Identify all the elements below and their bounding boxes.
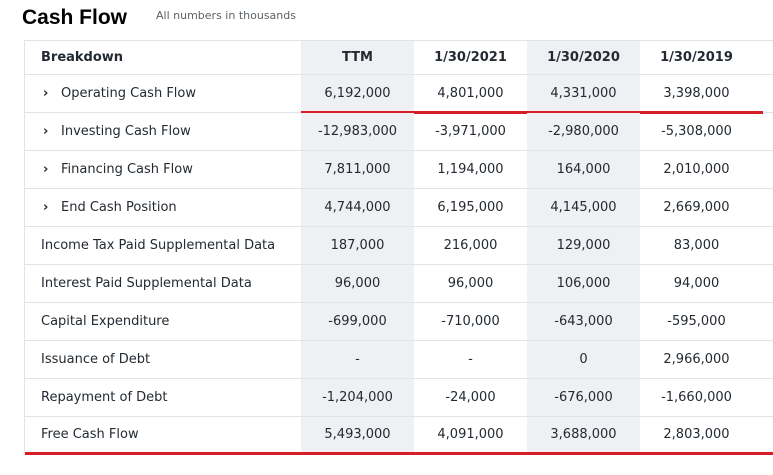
table-cell: 4,801,000: [437, 86, 504, 101]
table-cell: -: [301, 341, 414, 378]
row-label[interactable]: [25, 151, 301, 188]
table-cell: -710,000: [441, 314, 500, 329]
row-label-text: End Cash Position: [61, 200, 177, 215]
row-label[interactable]: [25, 189, 301, 226]
table-row: [25, 341, 773, 379]
column-header-ttm[interactable]: TTM: [301, 41, 414, 74]
table-cell: -24,000: [445, 390, 496, 405]
table-cell: 3,688,000: [527, 417, 640, 452]
column-header-2019[interactable]: 1/30/2019: [660, 50, 733, 65]
row-label: Free Cash Flow: [41, 427, 139, 442]
table-cell: -595,000: [667, 314, 726, 329]
row-label: Issuance of Debt: [41, 352, 151, 367]
table-cell: -1,660,000: [661, 390, 732, 405]
table-row: [25, 303, 773, 341]
table-cell: -: [468, 352, 473, 367]
row-label: Repayment of Debt: [41, 390, 168, 405]
row-label-text: Investing Cash Flow: [61, 124, 191, 139]
table-cell: -2,980,000: [527, 113, 640, 150]
table-cell: 1,194,000: [437, 162, 504, 177]
row-label: Income Tax Paid Supplemental Data: [41, 238, 276, 253]
row-label: Capital Expenditure: [41, 314, 170, 329]
table-cell: -3,971,000: [435, 124, 506, 139]
table-cell: 6,192,000: [301, 75, 414, 112]
table-row: [25, 417, 773, 455]
table-cell: 2,803,000: [663, 427, 730, 442]
table-cell: 96,000: [447, 276, 494, 291]
table-cell: 4,331,000: [527, 75, 640, 112]
table-cell: 4,145,000: [527, 189, 640, 226]
table-cell: 2,669,000: [663, 200, 730, 215]
column-header-2021[interactable]: 1/30/2021: [434, 50, 507, 65]
row-label-text: Financing Cash Flow: [61, 162, 193, 177]
table-row: [25, 379, 773, 417]
table-row[interactable]: [25, 75, 773, 113]
table-row: [25, 265, 773, 303]
table-cell: 2,966,000: [663, 352, 730, 367]
cash-flow-table: [24, 40, 773, 455]
table-cell: 6,195,000: [437, 200, 504, 215]
table-header-row: [25, 41, 773, 75]
chevron-right-icon[interactable]: ›: [43, 162, 49, 177]
table-row: [25, 227, 773, 265]
table-cell: 129,000: [527, 227, 640, 264]
chevron-right-icon[interactable]: ›: [43, 200, 49, 215]
table-cell: 187,000: [301, 227, 414, 264]
table-cell: 7,811,000: [301, 151, 414, 188]
units-note: All numbers in thousands: [156, 9, 296, 22]
table-cell: 96,000: [301, 265, 414, 302]
page-header: [22, 0, 296, 32]
row-label-text: Operating Cash Flow: [61, 86, 196, 101]
table-cell: -12,983,000: [301, 113, 414, 150]
table-cell: -676,000: [527, 379, 640, 416]
row-label[interactable]: [25, 75, 301, 112]
table-cell: -643,000: [527, 303, 640, 340]
table-cell: 4,091,000: [437, 427, 504, 442]
table-cell: -1,204,000: [301, 379, 414, 416]
table-cell: 106,000: [527, 265, 640, 302]
row-label: Interest Paid Supplemental Data: [41, 276, 252, 291]
column-header-2020[interactable]: 1/30/2020: [527, 41, 640, 74]
table-cell: 216,000: [443, 238, 498, 253]
table-cell: 94,000: [673, 276, 720, 291]
table-row[interactable]: [25, 189, 773, 227]
chevron-right-icon[interactable]: ›: [43, 124, 49, 139]
table-cell: 3,398,000: [663, 86, 730, 101]
table-cell: 0: [527, 341, 640, 378]
table-cell: -5,308,000: [661, 124, 732, 139]
chevron-right-icon[interactable]: ›: [43, 86, 49, 101]
table-cell: 83,000: [673, 238, 720, 253]
table-cell: 4,744,000: [301, 189, 414, 226]
table-row[interactable]: [25, 113, 773, 151]
table-cell: 5,493,000: [301, 417, 414, 452]
table-cell: -699,000: [301, 303, 414, 340]
table-cell: 2,010,000: [663, 162, 730, 177]
column-header-breakdown[interactable]: Breakdown: [41, 50, 124, 65]
page-title: Cash Flow: [22, 6, 128, 29]
table-row[interactable]: [25, 151, 773, 189]
row-label[interactable]: [25, 113, 301, 150]
table-cell: 164,000: [527, 151, 640, 188]
